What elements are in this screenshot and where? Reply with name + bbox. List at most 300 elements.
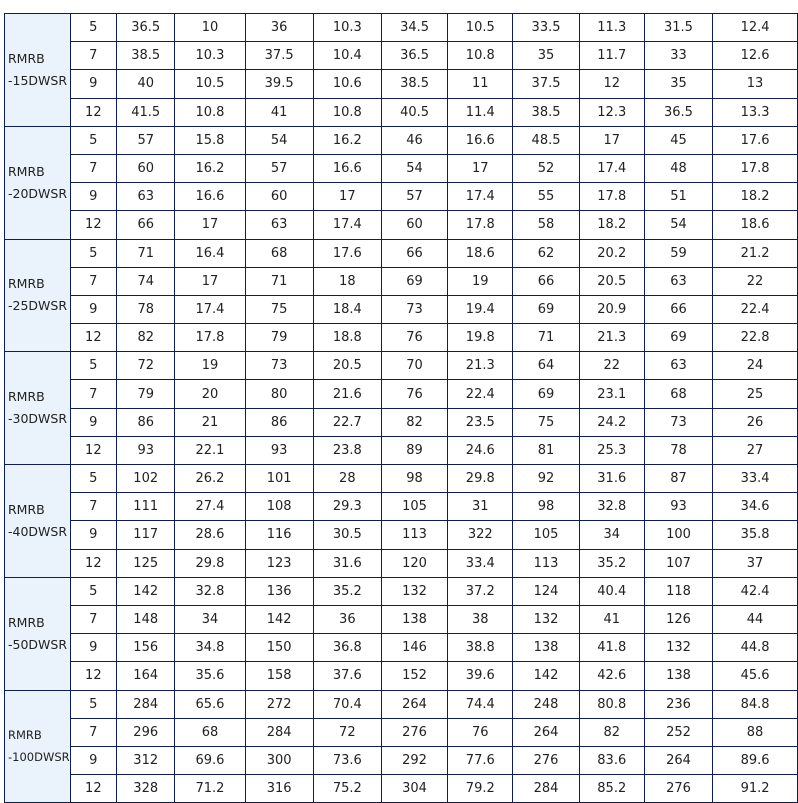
value-cell: 91.2 <box>713 775 798 803</box>
value-cell: 79 <box>245 324 313 352</box>
pressure-cell: 7 <box>70 605 116 633</box>
value-cell: 17.8 <box>448 211 513 239</box>
value-cell: 105 <box>513 521 579 549</box>
value-cell: 10.3 <box>175 42 245 70</box>
value-cell: 22 <box>579 352 644 380</box>
value-cell: 17.8 <box>579 183 644 211</box>
value-cell: 37.2 <box>448 577 513 605</box>
model-size-label: -30DWSR <box>8 411 68 427</box>
value-cell: 264 <box>381 690 447 718</box>
value-cell: 117 <box>117 521 175 549</box>
value-cell: 83.6 <box>579 746 644 774</box>
value-cell: 69 <box>513 295 579 323</box>
model-name-cell <box>5 577 71 690</box>
value-cell: 29.8 <box>175 549 245 577</box>
value-cell: 66 <box>381 239 447 267</box>
pressure-cell: 5 <box>70 352 116 380</box>
value-cell: 102 <box>117 465 175 493</box>
value-cell: 89.6 <box>713 746 798 774</box>
value-cell: 272 <box>245 690 313 718</box>
table-row <box>5 577 798 605</box>
value-cell: 40.4 <box>579 577 644 605</box>
value-cell: 132 <box>513 605 579 633</box>
value-cell: 33.4 <box>713 465 798 493</box>
value-cell: 80.8 <box>579 690 644 718</box>
value-cell: 34 <box>579 521 644 549</box>
pressure-cell: 7 <box>70 718 116 746</box>
value-cell: 84.8 <box>713 690 798 718</box>
value-cell: 35.2 <box>313 577 381 605</box>
value-cell: 12.6 <box>713 42 798 70</box>
value-cell: 87 <box>644 465 712 493</box>
value-cell: 17.4 <box>175 295 245 323</box>
value-cell: 12.3 <box>579 98 644 126</box>
value-cell: 42.6 <box>579 662 644 690</box>
value-cell: 276 <box>513 746 579 774</box>
value-cell: 120 <box>381 549 447 577</box>
value-cell: 21.3 <box>579 324 644 352</box>
value-cell: 73 <box>245 352 313 380</box>
value-cell: 36.5 <box>381 42 447 70</box>
value-cell: 10.8 <box>448 42 513 70</box>
value-cell: 22.4 <box>448 380 513 408</box>
value-cell: 18.4 <box>313 295 381 323</box>
value-cell: 284 <box>245 718 313 746</box>
value-cell: 44.8 <box>713 634 798 662</box>
value-cell: 132 <box>381 577 447 605</box>
value-cell: 66 <box>117 211 175 239</box>
value-cell: 21.2 <box>713 239 798 267</box>
value-cell: 16.2 <box>313 126 381 154</box>
pressure-cell: 5 <box>70 126 116 154</box>
value-cell: 18.2 <box>579 211 644 239</box>
value-cell: 42.4 <box>713 577 798 605</box>
value-cell: 36.5 <box>644 98 712 126</box>
model-size-label: -50DWSR <box>8 636 68 652</box>
value-cell: 11 <box>448 70 513 98</box>
value-cell: 264 <box>644 746 712 774</box>
value-cell: 17.4 <box>579 154 644 182</box>
value-cell: 10.5 <box>175 70 245 98</box>
value-cell: 24.6 <box>448 436 513 464</box>
value-cell: 111 <box>117 493 175 521</box>
value-cell: 150 <box>245 634 313 662</box>
value-cell: 46 <box>381 126 447 154</box>
value-cell: 18.8 <box>313 324 381 352</box>
table-row <box>5 267 798 295</box>
value-cell: 36.5 <box>117 14 175 42</box>
value-cell: 69 <box>513 380 579 408</box>
table-row <box>5 775 798 803</box>
model-series-label: RMRB <box>8 614 45 630</box>
table-row <box>5 126 798 154</box>
value-cell: 35.6 <box>175 662 245 690</box>
model-size-label: -40DWSR <box>8 523 68 539</box>
value-cell: 22.4 <box>713 295 798 323</box>
value-cell: 284 <box>513 775 579 803</box>
table-row <box>5 98 798 126</box>
value-cell: 41 <box>579 605 644 633</box>
model-size-label: -100DWSR <box>8 750 70 765</box>
value-cell: 17 <box>175 267 245 295</box>
value-cell: 57 <box>117 126 175 154</box>
value-cell: 23.8 <box>313 436 381 464</box>
value-cell: 69 <box>381 267 447 295</box>
value-cell: 48.5 <box>513 126 579 154</box>
value-cell: 54 <box>644 211 712 239</box>
value-cell: 64 <box>513 352 579 380</box>
table-row <box>5 549 798 577</box>
value-cell: 292 <box>381 746 447 774</box>
value-cell: 51 <box>644 183 712 211</box>
value-cell: 63 <box>644 267 712 295</box>
value-cell: 16.6 <box>175 183 245 211</box>
value-cell: 12.4 <box>713 14 798 42</box>
value-cell: 146 <box>381 634 447 662</box>
value-cell: 38.5 <box>381 70 447 98</box>
value-cell: 73 <box>644 408 712 436</box>
model-series-label: RMRB <box>8 389 45 405</box>
value-cell: 38.5 <box>117 42 175 70</box>
value-cell: 44 <box>713 605 798 633</box>
value-cell: 76 <box>381 380 447 408</box>
model-name-cell <box>5 14 71 127</box>
model-size-label: -25DWSR <box>8 298 68 314</box>
model-series-label: RMRB <box>8 728 42 743</box>
value-cell: 20.9 <box>579 295 644 323</box>
value-cell: 45 <box>644 126 712 154</box>
value-cell: 66 <box>513 267 579 295</box>
value-cell: 37.6 <box>313 662 381 690</box>
value-cell: 101 <box>245 465 313 493</box>
value-cell: 107 <box>644 549 712 577</box>
value-cell: 66 <box>644 295 712 323</box>
value-cell: 35.2 <box>579 549 644 577</box>
pressure-cell: 9 <box>70 521 116 549</box>
value-cell: 24 <box>713 352 798 380</box>
value-cell: 29.3 <box>313 493 381 521</box>
value-cell: 68 <box>245 239 313 267</box>
value-cell: 304 <box>381 775 447 803</box>
value-cell: 63 <box>245 211 313 239</box>
value-cell: 93 <box>245 436 313 464</box>
value-cell: 18.6 <box>713 211 798 239</box>
value-cell: 80 <box>245 380 313 408</box>
value-cell: 26 <box>713 408 798 436</box>
value-cell: 34.8 <box>175 634 245 662</box>
value-cell: 300 <box>245 746 313 774</box>
value-cell: 92 <box>513 465 579 493</box>
value-cell: 105 <box>381 493 447 521</box>
pressure-cell: 5 <box>70 577 116 605</box>
pressure-cell: 12 <box>70 211 116 239</box>
pressure-cell: 9 <box>70 70 116 98</box>
value-cell: 276 <box>644 775 712 803</box>
value-cell: 71 <box>117 239 175 267</box>
value-cell: 10.3 <box>313 14 381 42</box>
value-cell: 125 <box>117 549 175 577</box>
value-cell: 236 <box>644 690 712 718</box>
pressure-cell: 12 <box>70 549 116 577</box>
value-cell: 18.2 <box>713 183 798 211</box>
pressure-cell: 5 <box>70 239 116 267</box>
value-cell: 113 <box>381 521 447 549</box>
value-cell: 75.2 <box>313 775 381 803</box>
value-cell: 22.7 <box>313 408 381 436</box>
value-cell: 10.6 <box>313 70 381 98</box>
value-cell: 38 <box>448 605 513 633</box>
table-row <box>5 183 798 211</box>
value-cell: 82 <box>381 408 447 436</box>
pressure-cell: 5 <box>70 465 116 493</box>
value-cell: 264 <box>513 718 579 746</box>
model-name-cell <box>5 465 71 578</box>
value-cell: 312 <box>117 746 175 774</box>
value-cell: 60 <box>245 183 313 211</box>
value-cell: 82 <box>579 718 644 746</box>
value-cell: 19.8 <box>448 324 513 352</box>
value-cell: 284 <box>117 690 175 718</box>
value-cell: 17 <box>448 154 513 182</box>
value-cell: 54 <box>245 126 313 154</box>
value-cell: 78 <box>644 436 712 464</box>
value-cell: 16.2 <box>175 154 245 182</box>
value-cell: 72 <box>117 352 175 380</box>
model-name-cell <box>5 690 71 803</box>
value-cell: 316 <box>245 775 313 803</box>
value-cell: 116 <box>245 521 313 549</box>
model-series-label: RMRB <box>8 501 45 517</box>
value-cell: 40 <box>117 70 175 98</box>
value-cell: 142 <box>117 577 175 605</box>
value-cell: 55 <box>513 183 579 211</box>
table-row <box>5 634 798 662</box>
pressure-cell: 12 <box>70 662 116 690</box>
value-cell: 31.5 <box>644 14 712 42</box>
value-cell: 59 <box>644 239 712 267</box>
value-cell: 24.2 <box>579 408 644 436</box>
pressure-cell: 7 <box>70 42 116 70</box>
value-cell: 71.2 <box>175 775 245 803</box>
value-cell: 41 <box>245 98 313 126</box>
value-cell: 32.8 <box>579 493 644 521</box>
pressure-cell: 9 <box>70 746 116 774</box>
value-cell: 17.8 <box>713 154 798 182</box>
value-cell: 70.4 <box>313 690 381 718</box>
value-cell: 54 <box>381 154 447 182</box>
value-cell: 25.3 <box>579 436 644 464</box>
value-cell: 19.4 <box>448 295 513 323</box>
value-cell: 18.6 <box>448 239 513 267</box>
value-cell: 17.4 <box>313 211 381 239</box>
value-cell: 100 <box>644 521 712 549</box>
value-cell: 86 <box>117 408 175 436</box>
value-cell: 10.5 <box>448 14 513 42</box>
value-cell: 45.6 <box>713 662 798 690</box>
value-cell: 328 <box>117 775 175 803</box>
value-cell: 38.8 <box>448 634 513 662</box>
value-cell: 23.5 <box>448 408 513 436</box>
table-row <box>5 42 798 70</box>
pressure-cell: 12 <box>70 436 116 464</box>
value-cell: 34.5 <box>381 14 447 42</box>
value-cell: 93 <box>117 436 175 464</box>
table-row <box>5 746 798 774</box>
value-cell: 86 <box>245 408 313 436</box>
value-cell: 98 <box>381 465 447 493</box>
pressure-cell: 7 <box>70 267 116 295</box>
value-cell: 10.8 <box>175 98 245 126</box>
value-cell: 60 <box>117 154 175 182</box>
table-row <box>5 465 798 493</box>
pressure-cell: 5 <box>70 14 116 42</box>
value-cell: 123 <box>245 549 313 577</box>
value-cell: 37 <box>713 549 798 577</box>
value-cell: 11.3 <box>579 14 644 42</box>
value-cell: 126 <box>644 605 712 633</box>
value-cell: 79.2 <box>448 775 513 803</box>
model-size-label: -20DWSR <box>8 185 68 201</box>
value-cell: 33 <box>644 42 712 70</box>
value-cell: 71 <box>513 324 579 352</box>
table-row <box>5 211 798 239</box>
value-cell: 76 <box>381 324 447 352</box>
value-cell: 88 <box>713 718 798 746</box>
value-cell: 19 <box>448 267 513 295</box>
value-cell: 36 <box>313 605 381 633</box>
value-cell: 23.1 <box>579 380 644 408</box>
value-cell: 20.5 <box>579 267 644 295</box>
value-cell: 276 <box>381 718 447 746</box>
table-row <box>5 521 798 549</box>
value-cell: 93 <box>644 493 712 521</box>
value-cell: 20.2 <box>579 239 644 267</box>
value-cell: 63 <box>117 183 175 211</box>
value-cell: 38.5 <box>513 98 579 126</box>
value-cell: 13.3 <box>713 98 798 126</box>
table-row <box>5 352 798 380</box>
value-cell: 17 <box>579 126 644 154</box>
value-cell: 28.6 <box>175 521 245 549</box>
value-cell: 16.4 <box>175 239 245 267</box>
table-row <box>5 690 798 718</box>
value-cell: 73.6 <box>313 746 381 774</box>
value-cell: 35 <box>513 42 579 70</box>
value-cell: 21.6 <box>313 380 381 408</box>
value-cell: 138 <box>381 605 447 633</box>
value-cell: 16.6 <box>448 126 513 154</box>
value-cell: 34 <box>175 605 245 633</box>
value-cell: 35 <box>644 70 712 98</box>
pressure-cell: 5 <box>70 690 116 718</box>
value-cell: 71 <box>245 267 313 295</box>
value-cell: 124 <box>513 577 579 605</box>
value-cell: 33.5 <box>513 14 579 42</box>
value-cell: 77.6 <box>448 746 513 774</box>
value-cell: 18 <box>313 267 381 295</box>
value-cell: 98 <box>513 493 579 521</box>
value-cell: 10.8 <box>313 98 381 126</box>
value-cell: 21.3 <box>448 352 513 380</box>
pressure-cell: 7 <box>70 493 116 521</box>
value-cell: 30.5 <box>313 521 381 549</box>
value-cell: 41.8 <box>579 634 644 662</box>
value-cell: 26.2 <box>175 465 245 493</box>
table-row <box>5 605 798 633</box>
value-cell: 252 <box>644 718 712 746</box>
spec-table <box>4 13 798 803</box>
table-row <box>5 436 798 464</box>
value-cell: 17 <box>313 183 381 211</box>
value-cell: 113 <box>513 549 579 577</box>
value-cell: 34.6 <box>713 493 798 521</box>
value-cell: 81 <box>513 436 579 464</box>
value-cell: 74 <box>117 267 175 295</box>
pressure-cell: 12 <box>70 775 116 803</box>
value-cell: 82 <box>117 324 175 352</box>
pressure-cell: 12 <box>70 324 116 352</box>
value-cell: 89 <box>381 436 447 464</box>
value-cell: 10 <box>175 14 245 42</box>
value-cell: 158 <box>245 662 313 690</box>
value-cell: 108 <box>245 493 313 521</box>
value-cell: 136 <box>245 577 313 605</box>
value-cell: 57 <box>381 183 447 211</box>
value-cell: 73 <box>381 295 447 323</box>
model-name-cell <box>5 126 71 239</box>
value-cell: 138 <box>513 634 579 662</box>
value-cell: 31.6 <box>313 549 381 577</box>
table-row <box>5 239 798 267</box>
value-cell: 36.8 <box>313 634 381 662</box>
value-cell: 12 <box>579 70 644 98</box>
model-series-label: RMRB <box>8 50 45 66</box>
value-cell: 142 <box>245 605 313 633</box>
value-cell: 57 <box>245 154 313 182</box>
table-row <box>5 154 798 182</box>
value-cell: 35.8 <box>713 521 798 549</box>
value-cell: 69 <box>644 324 712 352</box>
value-cell: 22.8 <box>713 324 798 352</box>
value-cell: 33.4 <box>448 549 513 577</box>
value-cell: 31 <box>448 493 513 521</box>
table-row <box>5 493 798 521</box>
pressure-cell: 9 <box>70 408 116 436</box>
model-series-label: RMRB <box>8 163 45 179</box>
value-cell: 52 <box>513 154 579 182</box>
table-row <box>5 70 798 98</box>
value-cell: 142 <box>513 662 579 690</box>
pressure-cell: 9 <box>70 295 116 323</box>
value-cell: 296 <box>117 718 175 746</box>
value-cell: 85.2 <box>579 775 644 803</box>
value-cell: 76 <box>448 718 513 746</box>
value-cell: 78 <box>117 295 175 323</box>
model-series-label: RMRB <box>8 276 45 292</box>
value-cell: 39.6 <box>448 662 513 690</box>
value-cell: 25 <box>713 380 798 408</box>
value-cell: 20 <box>175 380 245 408</box>
value-cell: 62 <box>513 239 579 267</box>
value-cell: 132 <box>644 634 712 662</box>
model-name-cell <box>5 352 71 465</box>
value-cell: 10.4 <box>313 42 381 70</box>
value-cell: 22.1 <box>175 436 245 464</box>
value-cell: 68 <box>175 718 245 746</box>
value-cell: 21 <box>175 408 245 436</box>
value-cell: 28 <box>313 465 381 493</box>
value-cell: 63 <box>644 352 712 380</box>
